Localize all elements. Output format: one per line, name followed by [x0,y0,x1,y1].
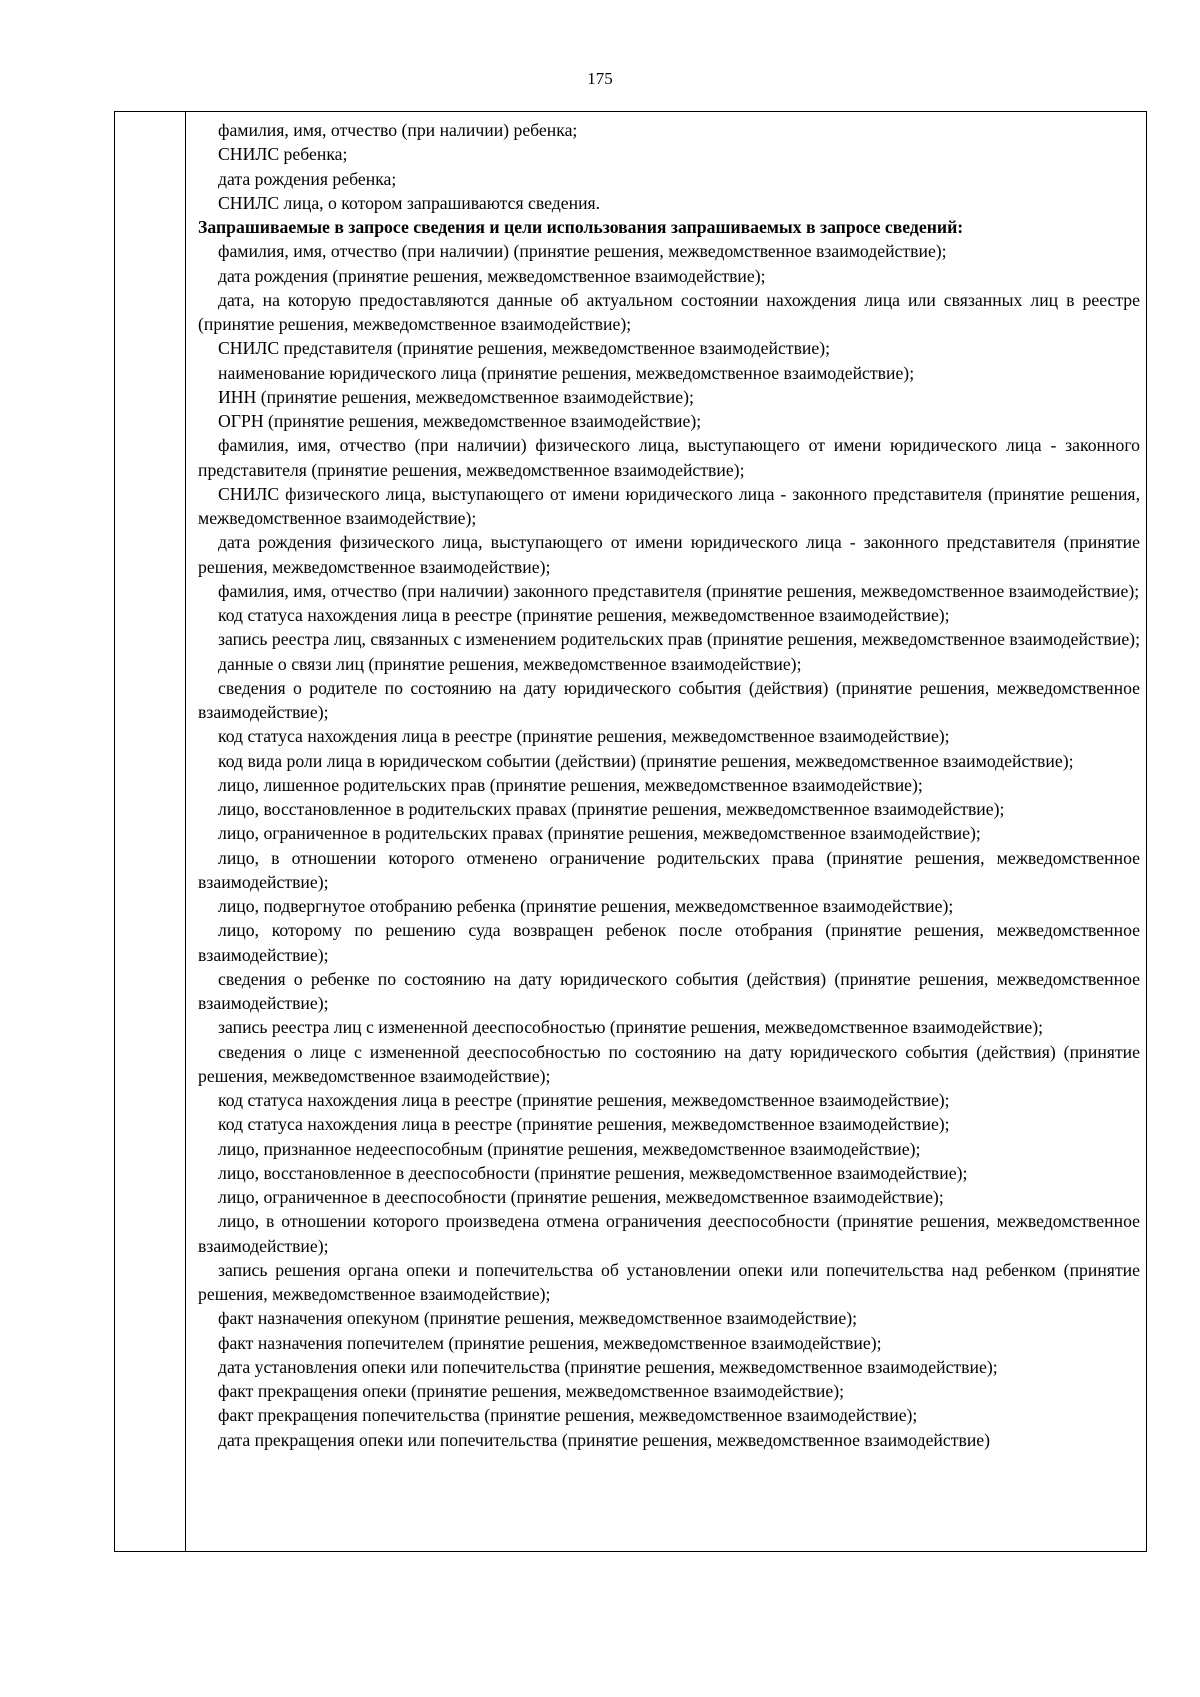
list-item: фамилия, имя, отчество (при наличии) физического лица, выступающего от имени юридического лица - законного представителя (принятие решения, межведомственное взаимодействие); [198,435,1140,480]
table-content-cell [186,112,1146,1551]
list-item: лицо, в отношении которого отменено ограничение родительских права (принятие решения, межведомственное взаимодействие); [198,847,1140,892]
list-item: лицо, признанное недееспособным (принятие решения, межведомственное взаимодействие); [218,1138,921,1159]
list-item: СНИЛС лица, о котором запрашиваются сведения. [218,192,601,213]
list-item: код статуса нахождения лица в реестре (принятие решения, межведомственное взаимодействие); [218,605,950,625]
section-heading: Запрашиваемые в запросе сведения и цели использования запрашиваемых в запросе сведений: [198,217,964,237]
list-item: сведения о лице с измененной дееспособностью по состоянию на дату юридического события (действия) (принятие решения, межведомственное взаимодействие); [198,1041,1140,1086]
list-item: фамилия, имя, отчество (при наличии) (принятие решения, межведомственное взаимодействие); [218,241,947,262]
list-item: дата рождения ребенка; [218,168,397,189]
list-item: дата прекращения опеки или попечительства (принятие решения, межведомственное взаимодействие) [218,1429,991,1450]
list-item: лицо, в отношении которого произведена отмена ограничения дееспособности (принятие решения, межведомственное взаимодействие); [198,1211,1140,1256]
list-item: факт назначения опекуном (принятие решения, межведомственное взаимодействие); [218,1308,858,1329]
page-number: 175 [587,69,613,88]
list-item: лицо, восстановленное в дееспособности (принятие решения, межведомственное взаимодействие); [218,1162,968,1183]
list-item: лицо, подвергнутое отобранию ребенка (принятие решения, межведомственное взаимодействие); [218,896,954,916]
list-item: фамилия, имя, отчество (при наличии) законного представителя (принятие решения, межведомственное взаимодействие); [218,580,1140,601]
list-item: СНИЛС представителя (принятие решения, межведомственное взаимодействие); [218,338,831,359]
list-item: запись реестра лиц, связанных с изменением родительских прав (принятие решения, межведомственное взаимодействие); [218,629,1140,650]
list-item: код статуса нахождения лица в реестре (принятие решения, межведомственное взаимодействие); [218,1114,950,1135]
list-item: лицо, которому по решению суда возвращен ребенок после отобрания (принятие решения, межведомственное взаимодействие); [198,920,1140,965]
list-item: сведения о родителе по состоянию на дату юридического события (действия) (принятие решения, межведомственное взаимодействие); [198,677,1140,722]
list-item: код статуса нахождения лица в реестре (принятие решения, межведомственное взаимодействие); [218,1090,950,1110]
document-table [114,111,1147,1552]
list-item: факт назначения попечителем (принятие решения, межведомственное взаимодействие); [218,1332,882,1353]
list-item: дата, на которую предоставляются данные об актуальном состоянии нахождения лица или связанных лиц в реестре (принятие решения, межведомственное взаимодействие); [198,289,1140,334]
list-item: лицо, лишенное родительских прав (принятие решения, межведомственное взаимодействие); [218,774,923,795]
list-item: наименование юридического лица (принятие решения, межведомственное взаимодействие); [218,362,915,383]
list-item: СНИЛС физического лица, выступающего от имени юридического лица - законного представителя (принятие решения, межведомственное взаимодействие); [198,483,1140,528]
list-item: дата рождения (принятие решения, межведомственное взаимодействие); [218,265,766,286]
table-left-column [115,112,186,1551]
list-item: ОГРН (принятие решения, межведомственное взаимодействие); [218,411,702,431]
list-item: данные о связи лиц (принятие решения, межведомственное взаимодействие); [218,653,802,674]
list-item: СНИЛС ребенка; [218,144,348,165]
list-item: факт прекращения попечительства (принятие решения, межведомственное взаимодействие); [218,1405,918,1426]
list-item: дата установления опеки или попечительства (принятие решения, межведомственное взаимодействие); [218,1356,998,1377]
list-item: сведения о ребенке по состоянию на дату юридического события (действия) (принятие решения, межведомственное взаимодействие); [198,968,1140,1013]
list-item: факт прекращения опеки (принятие решения, межведомственное взаимодействие); [218,1381,844,1401]
list-item: фамилия, имя, отчество (при наличии) ребенка; [218,120,578,140]
list-item: лицо, ограниченное в родительских правах (принятие решения, межведомственное взаимодействие); [218,823,981,844]
list-item: код вида роли лица в юридическом событии (действии) (принятие решения, межведомственное взаимодействие); [218,750,1074,771]
list-item: ИНН (принятие решения, межведомственное взаимодействие); [218,386,694,407]
list-item: лицо, восстановленное в родительских правах (принятие решения, межведомственное взаимодействие); [218,799,1005,819]
list-item: запись реестра лиц с измененной дееспособностью (принятие решения, межведомственное взаимодействие); [218,1017,1044,1038]
list-item: лицо, ограниченное в дееспособности (принятие решения, межведомственное взаимодействие); [218,1187,944,1207]
list-item: дата рождения физического лица, выступающего от имени юридического лица - законного представителя (принятие решения, межведомственное взаимодействие); [198,532,1140,577]
list-item: запись решения органа опеки и попечительства об установлении опеки или попечительства над ребенком (принятие решения, межведомственное взаимодействие); [198,1259,1140,1304]
list-item: код статуса нахождения лица в реестре (принятие решения, межведомственное взаимодействие); [218,726,950,747]
